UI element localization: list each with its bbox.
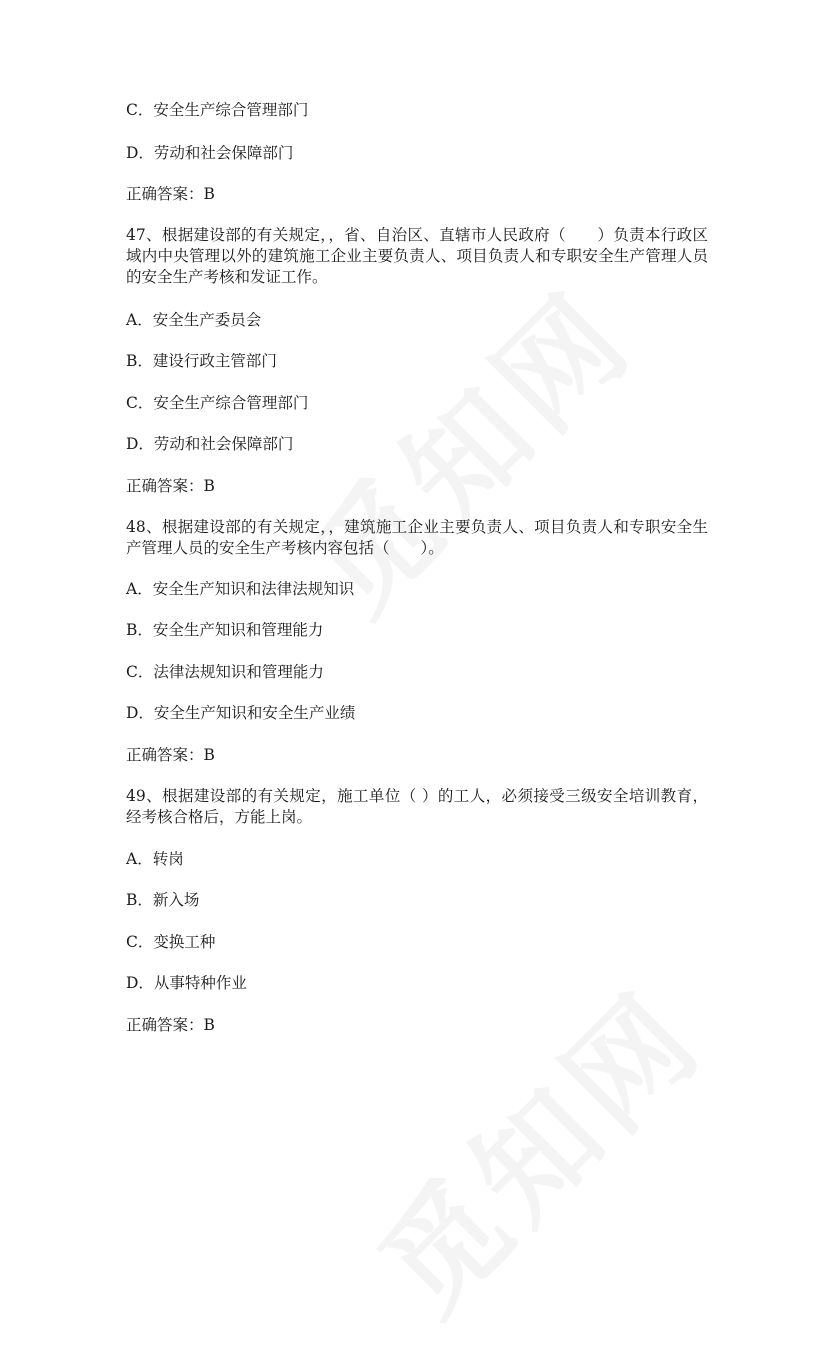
question-47: 47、根据建设部的有关规定，，省、自治区、直辖市人民政府（ ）负责本行政区域内中央管理以外的建筑施工企业主要负责人、项目负责人和专职安全生产管理人员的安全生产考核和发证工作。 xyxy=(126,226,708,286)
option-d: D．劳动和社会保障部门 xyxy=(126,435,294,453)
option-b: B．安全生产知识和管理能力 xyxy=(126,621,324,639)
option-d: D．安全生产知识和安全生产业绩 xyxy=(126,704,356,722)
option-c: C．安全生产综合管理部门 xyxy=(126,101,309,119)
option-b: B．新入场 xyxy=(126,891,200,909)
option-c: C．安全生产综合管理部门 xyxy=(126,394,309,412)
option-a: A．安全生产知识和法律法规知识 xyxy=(126,580,355,598)
correct-answer: 正确答案：B xyxy=(126,477,215,495)
option-d: D．从事特种作业 xyxy=(126,974,247,992)
option-c: C．法律法规知识和管理能力 xyxy=(126,663,324,681)
question-48: 48、根据建设部的有关规定，，建筑施工企业主要负责人、项目负责人和专职安全生产管理人员的安全生产考核内容包括（ ）。 xyxy=(126,518,708,557)
option-a: A．安全生产委员会 xyxy=(126,311,262,329)
option-c: C．变换工种 xyxy=(126,933,216,951)
option-a: A．转岗 xyxy=(126,850,184,868)
option-d: D．劳动和社会保障部门 xyxy=(126,144,294,162)
option-b: B．建设行政主管部门 xyxy=(126,352,277,370)
correct-answer: 正确答案：B xyxy=(126,1016,215,1034)
correct-answer: 正确答案：B xyxy=(126,746,215,764)
correct-answer: 正确答案：B xyxy=(126,185,215,203)
question-49: 49、根据建设部的有关规定，施工单位（ ）的工人，必须接受三级安全培训教育，经考核合格后，方能上岗。 xyxy=(126,787,708,826)
watermark xyxy=(336,947,733,1344)
